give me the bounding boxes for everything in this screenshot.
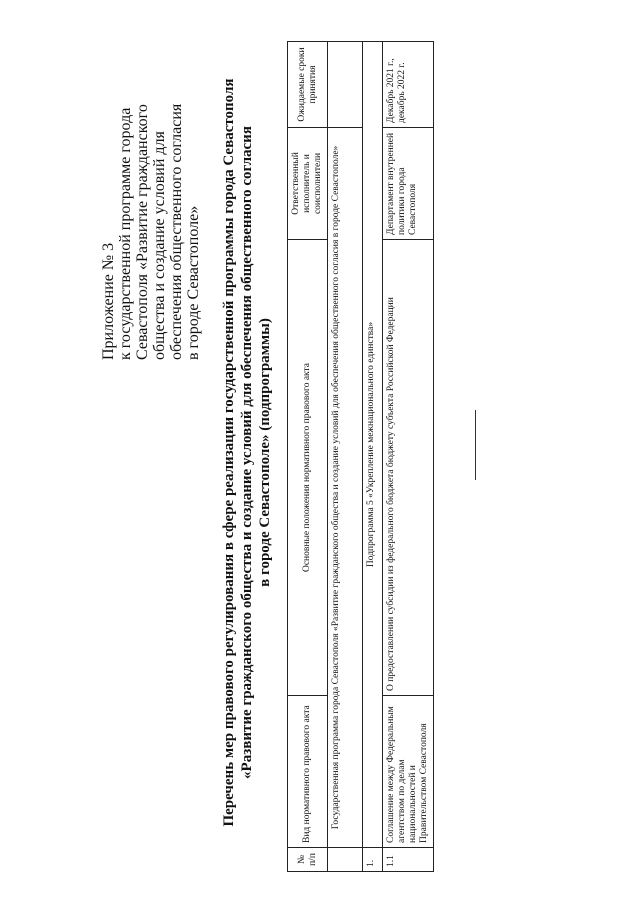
appendix-line: Приложение № 3 <box>100 242 117 360</box>
measures-table <box>287 41 434 872</box>
header-provisions: Основные положения нормативного правового акта <box>288 240 328 696</box>
program-number-cell <box>328 848 363 872</box>
title-line: «Развитие гражданского общества и создание условий для обеспечения общественного согласия <box>239 126 255 779</box>
subprogram-row <box>363 42 383 872</box>
row-number: 1.1 <box>383 848 434 872</box>
program-deadline-cell <box>328 42 363 128</box>
table-header-row <box>288 42 328 872</box>
end-divider <box>475 410 476 480</box>
header-executor: Ответственный исполнитель и соисполнители <box>288 128 328 240</box>
appendix-line: к государственной программе города <box>117 107 134 360</box>
program-row <box>328 42 363 872</box>
appendix-note <box>100 100 202 360</box>
row-act-type: Соглашение между Федеральным агентством по делам национальностей и Правительством Севастополя <box>383 696 434 848</box>
appendix-line: общества и создание условий для <box>151 131 168 360</box>
appendix-line: обеспечения общественного согласия <box>168 103 185 360</box>
row-provisions: О предоставлении субсидии из федерального бюджета бюджету субъекта Российской Федерации <box>383 240 434 696</box>
appendix-line: в городе Севастополе» <box>185 205 202 360</box>
program-title-cell: Государственная программа города Севастополя «Развитие гражданского общества и создание условий для обеспечения общественного согласия в городе Севастополе» <box>328 128 363 848</box>
title-line: в городе Севастополе» (подпрограммы) <box>257 318 273 587</box>
row-deadline: Декабрь 2021 г., декабрь 2022 г. <box>383 42 434 128</box>
document-title <box>220 30 274 875</box>
header-deadline: Ожидаемые сроки принятия <box>288 42 328 128</box>
row-executor: Департамент внутренней политики города Севастополя <box>383 128 434 240</box>
header-number: № п/п <box>288 848 328 872</box>
appendix-line: Севастополя «Развитие гражданского <box>134 104 151 360</box>
header-act-type: Вид нормативного правового акта <box>288 696 328 848</box>
subprogram-number: 1. <box>363 848 383 872</box>
table-row <box>383 42 434 872</box>
subprogram-title: Подпрограмма 5 «Укрепление межнационального единства» <box>363 42 383 848</box>
title-line: Перечень мер правового регулирования в сфере реализации государственной программы города Севастополя <box>221 78 237 827</box>
